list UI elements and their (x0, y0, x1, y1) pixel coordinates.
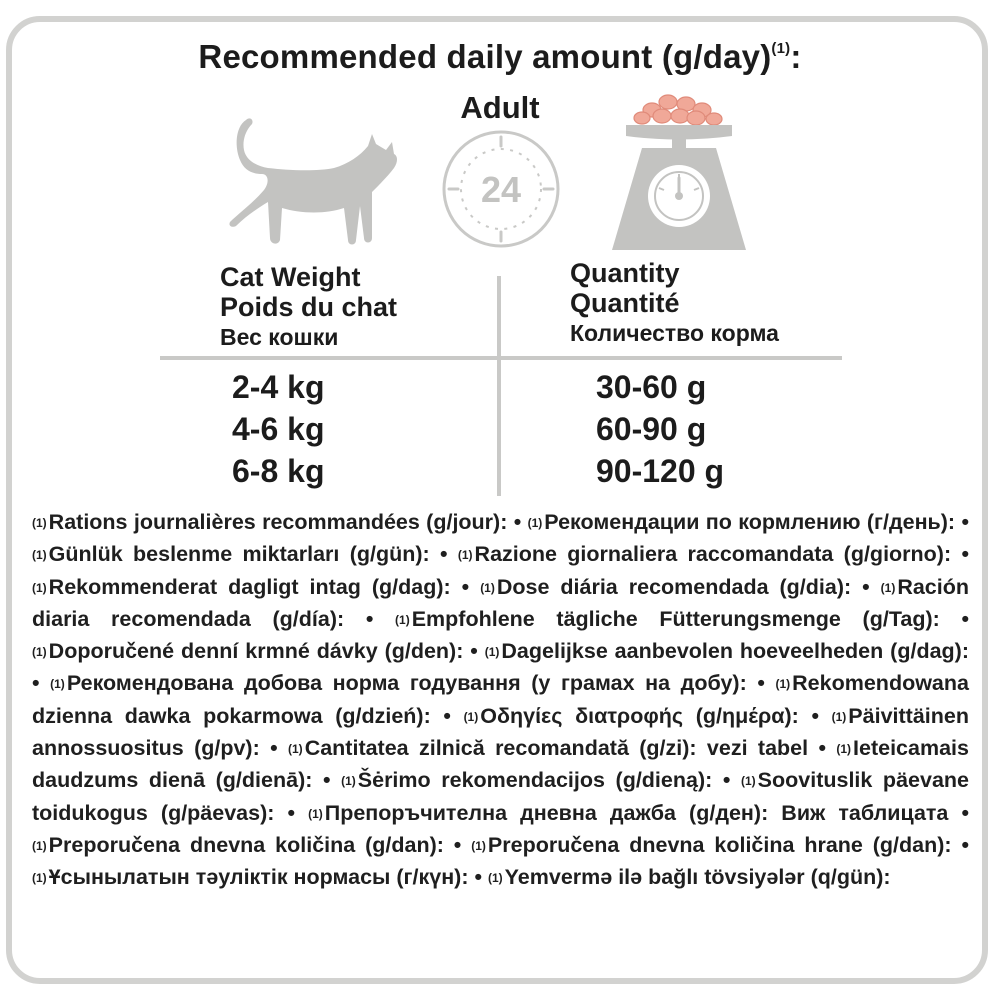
footnote-entry: Cantitatea zilnică recomandată (g/zi): vezi tabel (304, 736, 809, 761)
table-header-divider (160, 356, 842, 360)
weight-header-fr: Poids du chat (220, 292, 398, 322)
footnote-entry: Doporučené denní krmné dávky (g/den): (48, 639, 464, 664)
table-column-divider (497, 276, 501, 496)
quantity-cell: 60-90 g (596, 411, 707, 447)
footnote-marker: (1) (32, 516, 47, 530)
footnote-marker: (1) (480, 580, 495, 595)
footnote-entry: Ieteicamais daudzums dienā (g/dienā): (32, 736, 969, 793)
footnote-marker: (1) (527, 516, 543, 530)
weight-column-header (220, 262, 397, 352)
footnote-marker: (1) (463, 709, 479, 724)
footnote-entry: Οδηγίες διατροφής (g/ημέρα): (480, 703, 799, 728)
footnote-entry: Rations journalières recommandées (g/jour): (48, 510, 508, 534)
footnote-entry: Päivittäinen annossuositus (g/pv): (32, 703, 969, 761)
quantity-header-fr: Quantité (570, 288, 680, 318)
footnote-marker: (1) (831, 709, 847, 724)
footnote-entry: Ұсынылатын тәуліктік нормасы (г/күн): (48, 865, 469, 890)
footnote-entry: Soovituslik päevane toidukogus (g/päevas): (32, 768, 969, 825)
footnote-marker: (1) (32, 838, 47, 853)
footnote-entry: Dose diária recomendada (g/dia): (496, 574, 852, 599)
footnote-entry: Рекомендации по кормлению (г/день): (544, 510, 956, 534)
weight-cell: 6-8 kg (232, 453, 325, 489)
footnote-entry: Dagelijkse aanbevolen hoeveelheden (g/dag): (501, 639, 969, 664)
footnote-marker: (1) (880, 580, 896, 595)
quantity-column-header (570, 258, 779, 348)
footnote-entry: Šėrimo rekomendacijos (g/dieną): (357, 768, 713, 793)
footnote-marker: (1) (32, 645, 47, 660)
footnote-entry: Empfohlene tägliche Fütterungsmenge (g/Tag): (411, 606, 940, 631)
footnote-entry: Препоръчителна дневна дажба (g/ден): Виж таблицата (324, 800, 949, 825)
page-title (0, 38, 1000, 76)
weight-header-en: Cat Weight (220, 262, 361, 292)
footnote-entry: Preporučena dnevna količina (g/dan): (48, 832, 444, 857)
footnote-entry: Rekommenderat dagligt intag (g/dag): (48, 574, 451, 599)
footnote-marker: (1) (484, 645, 500, 660)
life-stage-label: Adult (460, 90, 540, 125)
quantity-header-ru: Количество корма (570, 320, 779, 346)
footnote-entry: Günlük beslenme miktarları (g/gün): (48, 542, 430, 567)
footnote-entry: Рекомендована добова норма годування (у грамах на добу): (66, 671, 747, 696)
quantity-header-en: Quantity (570, 258, 680, 288)
clock-label: 24 (480, 169, 522, 210)
footnote-marker: (1) (487, 871, 503, 886)
quantity-cell: 90-120 g (596, 453, 725, 489)
footnote-marker: (1) (308, 806, 323, 821)
weight-column (232, 366, 324, 492)
footnote-marker: (1) (341, 774, 356, 789)
quantity-column (596, 366, 724, 492)
footnote-entry: Razione giornaliera raccomandata (g/giorno): (474, 542, 952, 567)
title-suffix: : (790, 38, 802, 75)
cat-silhouette-icon (222, 112, 402, 254)
footnote-marker: (1) (32, 548, 47, 563)
weight-cell: 4-6 kg (232, 411, 325, 447)
weight-cell: 2-4 kg (232, 369, 325, 405)
footnote-marker: (1) (457, 548, 473, 563)
title-text: Recommended daily amount (g/day) (198, 38, 772, 75)
weight-header-ru: Вес кошки (220, 324, 339, 350)
footnote-marker: (1) (471, 838, 486, 853)
title-footnote-marker: (1) (771, 40, 791, 57)
footnote-marker: (1) (740, 774, 756, 789)
food-scale-icon (608, 88, 750, 254)
footnote-entry: Yemvermə ilə bağlı tövsiyələr (q/gün): (504, 865, 891, 890)
footnote-marker: (1) (32, 871, 47, 886)
footnote-entry: Rekomendowana dzienna dawka pokarmowa (g/dzień): (32, 671, 969, 728)
footnote-marker: (1) (32, 580, 47, 595)
footnote-marker: (1) (288, 742, 303, 757)
footnote-entry: Ración diaria recomendada (g/día): (32, 574, 970, 631)
multilingual-footnote: $^{(1)}$Rations journalières recommandées (g/jour): • $^{(1)}$Рекомендации по кормлению (г/день): • $^{(1)}$Günlük beslenme miktarları (g/gün): • $^{(1)}$Razione giornaliera raccomandata (g/giorno): • $^{(1)}$Rekommenderat dagligt intag (g/dag): • $^{(1)}$Dose diária recomendada (g/dia): • $^{(1)}$Ración diaria recomendada (g/día): • $^{(1)}$Empfohlene tägliche Fütterungsmenge (g/Tag): • $^{(1)}$Doporučené denní krmné dávky (g/den): • $^{(1)}$Dagelijkse aanbevolen hoeveelheden (g/dag): • $^{(1)}$Рекомендована добова норма годування (у грамах на добу): • $^{(1)}$Rekomendowana dzienna dawka pokarmowa (g/dzień): • $^{(1)}$Οδηγίες διατροφής (g/ημέρα): • $^{(1)}$Päivittäinen annossuositus (g/pv): • $^{(1)}$Cantitatea zilnică recomandată (g/zi): vezi tabel • $^{(1)}$Ieteicamais daudzums dienā (g/dienā): • $^{(1)}$Šėrimo rekomendacijos (g/dieną): • $^{(1)}$Soovituslik päevane toidukogus (g/päevas): • $^{(1)}$Препоръчителна дневна дажба (g/ден): Виж таблицата • $^{(1)}$Preporučena dnevna količina (g/dan): • $^{(1)}$Preporučena dnevna količina hrane (g/dan): • $^{(1)}$Ұсынылатын тәуліктік нормасы (г/күн): • $^{(1)}$Yemvermə ilə bağlı tövsiyələr (q/gün): (32, 510, 970, 890)
footnote-marker: (1) (836, 742, 852, 757)
clock-24h-icon (440, 128, 562, 250)
footnote-marker: (1) (395, 612, 410, 627)
quantity-cell: 30-60 g (596, 369, 707, 405)
footnote-marker: (1) (50, 677, 65, 692)
footnote-marker: (1) (775, 677, 791, 692)
footnote-entry: Preporučena dnevna količina hrane (g/dan): (487, 832, 952, 857)
